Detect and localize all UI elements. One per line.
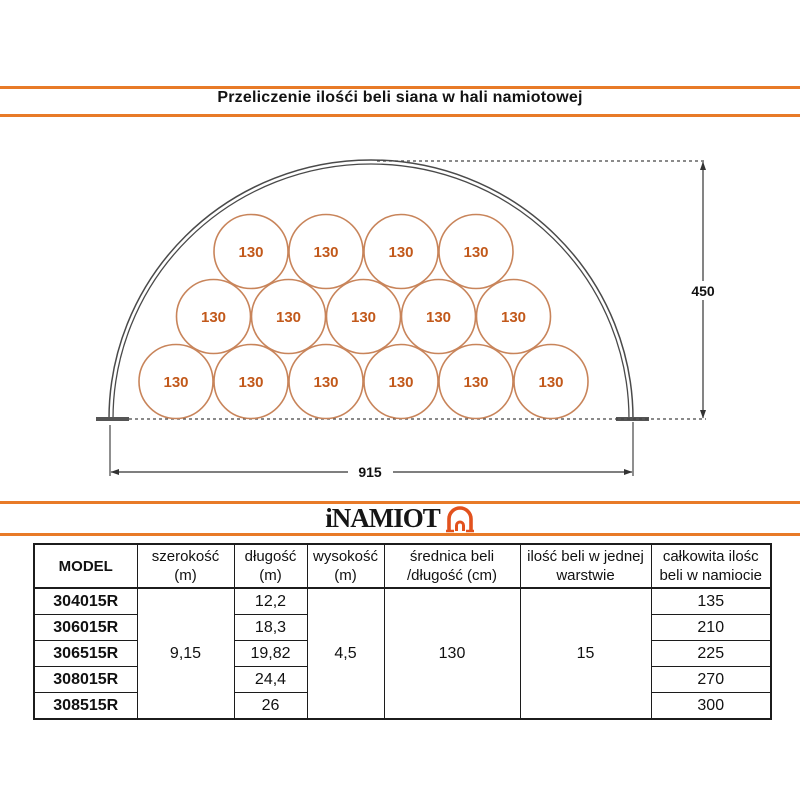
header-text: średnica beli — [409, 548, 495, 565]
hay-bale-label: 130 — [388, 244, 414, 261]
ground-segment-right — [616, 417, 649, 421]
column-header-model — [34, 544, 137, 588]
hay-bale-label: 130 — [238, 374, 264, 391]
cell-calkowita: 270 — [651, 667, 771, 693]
header-text: warstwie — [556, 567, 615, 584]
width-dimension-label: 915 — [358, 464, 382, 480]
header-unit: (m) — [259, 567, 282, 584]
brand-logo — [0, 503, 800, 533]
hay-bale-label: 130 — [463, 244, 489, 261]
header-text: wysokość — [312, 548, 379, 565]
cell-model: 308015R — [34, 667, 137, 693]
cell-calkowita: 210 — [651, 615, 771, 641]
hay-bale-label: 130 — [163, 374, 189, 391]
hay-bale-label: 130 — [350, 309, 377, 326]
cell-model: 306515R — [34, 641, 137, 667]
cell-calkowita: 225 — [651, 641, 771, 667]
divider-line-below-title — [0, 114, 800, 117]
cell-dlugosc: 18,3 — [234, 615, 307, 641]
hay-bale-label: 130 — [425, 309, 452, 326]
cell-calkowita: 300 — [651, 693, 771, 720]
header-unit: (m) — [334, 567, 357, 584]
cell-dlugosc: 26 — [234, 693, 307, 720]
cell-calkowita: 135 — [651, 588, 771, 615]
page-title: Przeliczenie ilośći beli siana w hali namiotowej — [217, 89, 583, 106]
header-unit: (m) — [174, 567, 197, 584]
height-dimension-label: 450 — [691, 283, 715, 299]
cell-dlugosc: 24,4 — [234, 667, 307, 693]
cell-ilosc-merged: 15 — [520, 588, 651, 719]
column-header-calkowita — [651, 544, 771, 588]
table-row — [34, 588, 771, 615]
column-header-dlugosc — [234, 544, 307, 588]
hay-bale-label: 130 — [388, 374, 414, 391]
column-header-szerokosc — [137, 544, 234, 588]
cell-model: 304015R — [34, 588, 137, 615]
cell-szerokosc-merged: 9,15 — [137, 588, 234, 719]
header-unit: /długość (cm) — [406, 567, 498, 584]
hay-bale-label: 130 — [275, 309, 302, 326]
header-text: ilość beli w jednej — [527, 548, 644, 565]
header-text: beli w namiocie — [659, 567, 763, 584]
ground-segment-left — [96, 417, 129, 421]
column-header-srednica — [384, 544, 520, 588]
hay-bales-group — [139, 215, 588, 419]
column-header-ilosc-warstwa — [520, 544, 651, 588]
hay-bale-label: 130 — [538, 374, 564, 391]
divider-line-below-logo — [0, 533, 800, 536]
cell-model: 308515R — [34, 693, 137, 720]
hay-bale-label: 130 — [313, 244, 339, 261]
cell-dlugosc: 19,82 — [234, 641, 307, 667]
cell-wysokosc-merged: 4,5 — [307, 588, 384, 719]
hay-bale-label: 130 — [313, 374, 339, 391]
tent-arch-icon — [445, 504, 475, 533]
hay-bale-label: 130 — [500, 309, 527, 326]
cell-srednica-merged: 130 — [384, 588, 520, 719]
column-header-wysokosc — [307, 544, 384, 588]
hay-bale-label: 130 — [238, 244, 264, 261]
cell-model: 306015R — [34, 615, 137, 641]
header-text: MODEL — [58, 557, 113, 575]
spec-table — [33, 543, 772, 720]
cell-dlugosc: 12,2 — [234, 588, 307, 615]
brand-logo-text: iNAMIOT — [325, 502, 440, 533]
hay-bale-label: 130 — [200, 309, 227, 326]
header-text: całkowita ilośc — [662, 548, 759, 565]
table-header-row — [34, 544, 771, 588]
header-text: szerokość — [151, 548, 220, 565]
hay-bale-label: 130 — [463, 374, 489, 391]
tent-cross-section-diagram — [0, 140, 800, 490]
header-text: długość — [244, 548, 297, 565]
